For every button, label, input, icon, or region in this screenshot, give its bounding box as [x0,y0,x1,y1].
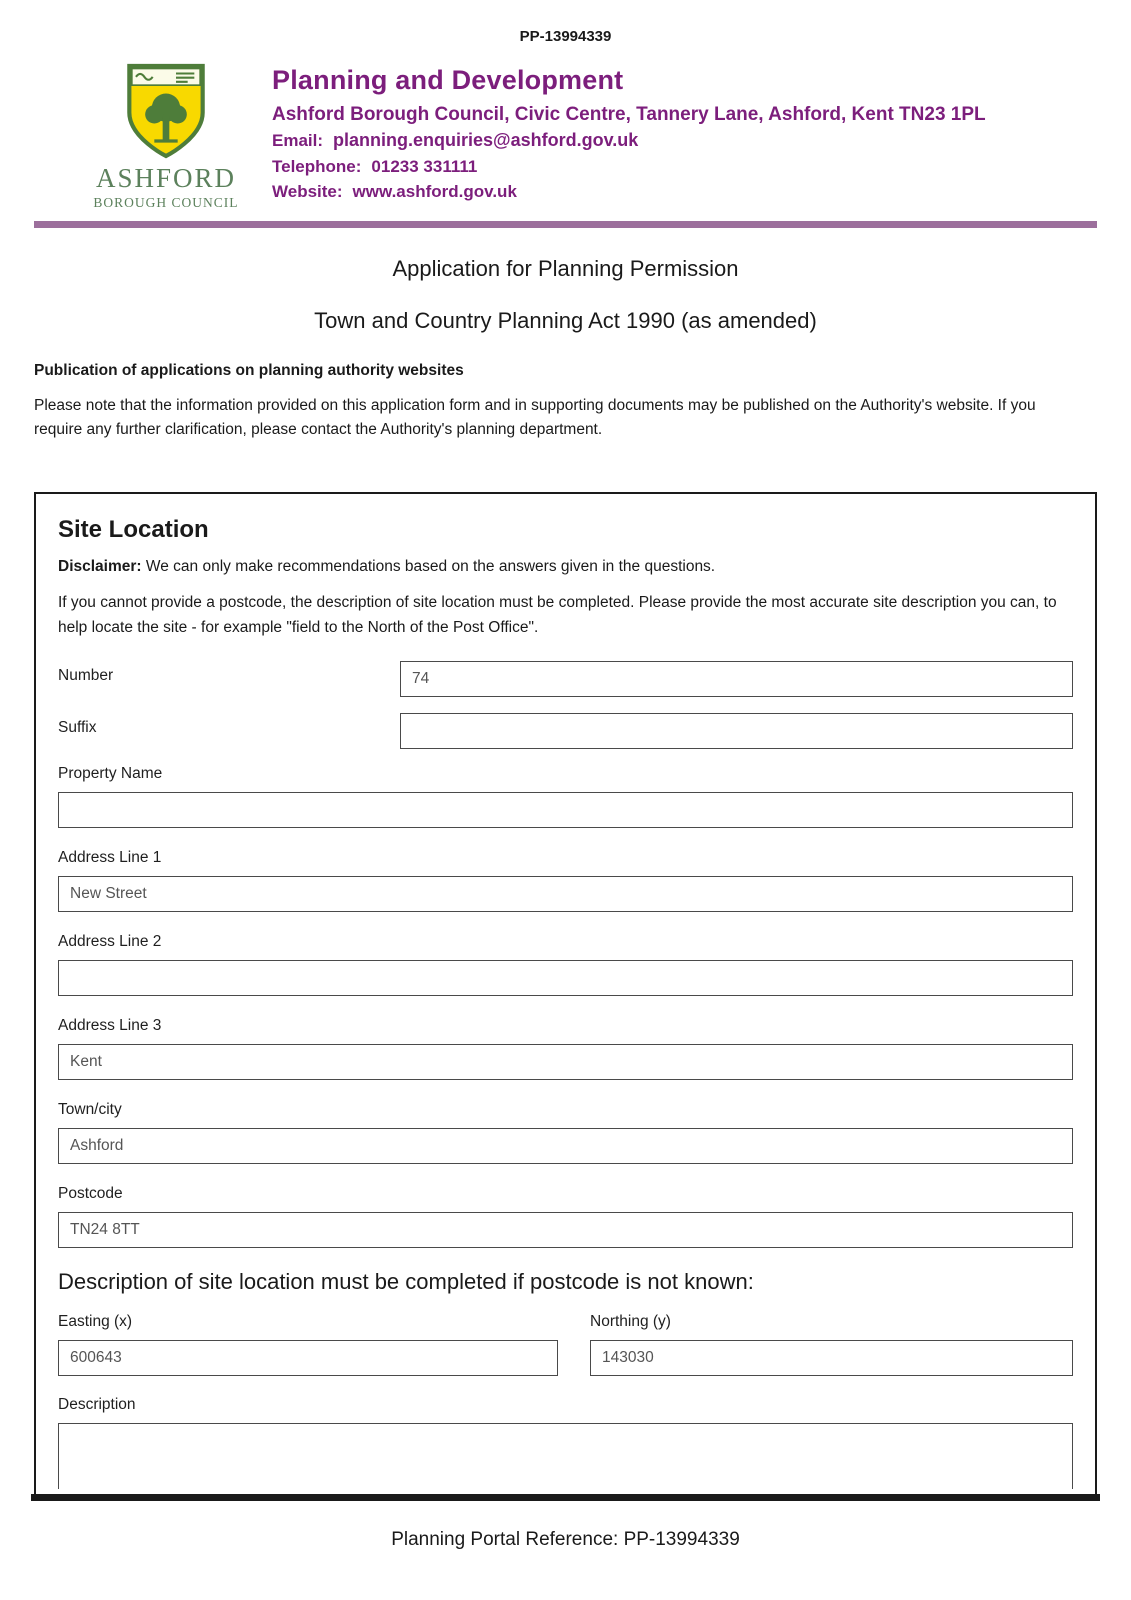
website-line [272,182,986,202]
site-location-form [58,661,1073,1494]
telephone-label: Telephone: [272,157,362,176]
easting-field [58,1313,558,1376]
form-sub-title: Town and Country Planning Act 1990 (as amended) [314,308,817,333]
header-contact-block [272,61,986,202]
publication-heading: Publication of applications on planning authority websites [34,362,464,379]
address-line-3-label: Address Line 3 [58,1016,162,1034]
disclaimer-text: We can only make recommendations based on the answers given in the questions. [141,558,716,576]
field-row-number [58,661,1073,697]
suffix-label: Suffix [58,718,97,736]
field-row-address-line-1 [58,849,1073,912]
council-address: Ashford Borough Council, Civic Centre, Tannery Lane, Ashford, Kent TN23 1PL [272,104,986,125]
field-row-address-line-2 [58,933,1073,996]
top-reference: PP-13994339 [519,28,612,45]
description-input[interactable] [58,1423,1073,1489]
town-city-input[interactable] [58,1128,1073,1164]
property-name-input[interactable] [58,792,1073,828]
northing-label: Northing (y) [590,1312,671,1330]
address-line-2-label: Address Line 2 [58,932,162,950]
footer-reference: Planning Portal Reference: PP-13994339 [391,1528,740,1550]
address-line-2-input[interactable] [58,960,1073,996]
site-location-heading: Site Location [58,516,209,544]
field-row-postcode [58,1185,1073,1248]
disclaimer-line [58,558,1073,576]
email-line [272,131,986,152]
number-label: Number [58,666,114,684]
property-name-label: Property Name [58,764,163,782]
easting-input[interactable] [58,1340,558,1376]
coordinates-row [58,1313,1073,1376]
email-label: Email: [272,131,324,150]
purple-divider [34,221,1097,228]
description-label: Description [58,1395,136,1413]
address-line-1-label: Address Line 1 [58,848,162,866]
page-break-bar [31,1494,1100,1501]
northing-field [590,1313,1073,1376]
telephone-value: 01233 331111 [371,157,478,176]
field-row-address-line-3 [58,1017,1073,1080]
site-location-section [34,492,1097,1494]
description-requirement-heading: Description of site location must be completed if postcode is not known: [58,1268,754,1294]
website-label: Website: [272,182,343,201]
council-name: ASHFORD [95,163,237,193]
council-logo [86,61,246,211]
field-row-property-name [58,765,1073,828]
telephone-line [272,157,986,177]
website-value: www.ashford.gov.uk [352,182,517,201]
disclaimer-label: Disclaimer: [58,558,142,576]
field-row-town-city [58,1101,1073,1164]
publication-text: Please note that the information provided on this application form and in supporting documents may be published on the Authority's website. If you require any further clarification, please contact the Authority's planning department. [34,397,1036,439]
email-value: planning.enquiries@ashford.gov.uk [333,130,639,150]
suffix-input[interactable] [400,713,1073,749]
number-input[interactable] [400,661,1073,697]
northing-input[interactable] [590,1340,1073,1376]
easting-label: Easting (x) [58,1312,133,1330]
department-title: Planning and Development [272,65,624,95]
postcode-label: Postcode [58,1184,123,1202]
header [34,61,1097,211]
council-crest-icon [86,61,246,161]
council-subtitle: BOROUGH COUNCIL [93,195,239,210]
address-line-1-input[interactable] [58,876,1073,912]
field-row-description [58,1396,1073,1494]
postcode-input[interactable] [58,1212,1073,1248]
address-line-3-input[interactable] [58,1044,1073,1080]
field-row-suffix [58,713,1073,749]
town-city-label: Town/city [58,1100,122,1118]
postcode-note: If you cannot provide a postcode, the description of site location must be completed. Please provide the most accurate site description you can, to help locate the site - for example "field to the North of the Post Office". [58,594,1057,636]
form-main-title: Application for Planning Permission [392,256,739,281]
